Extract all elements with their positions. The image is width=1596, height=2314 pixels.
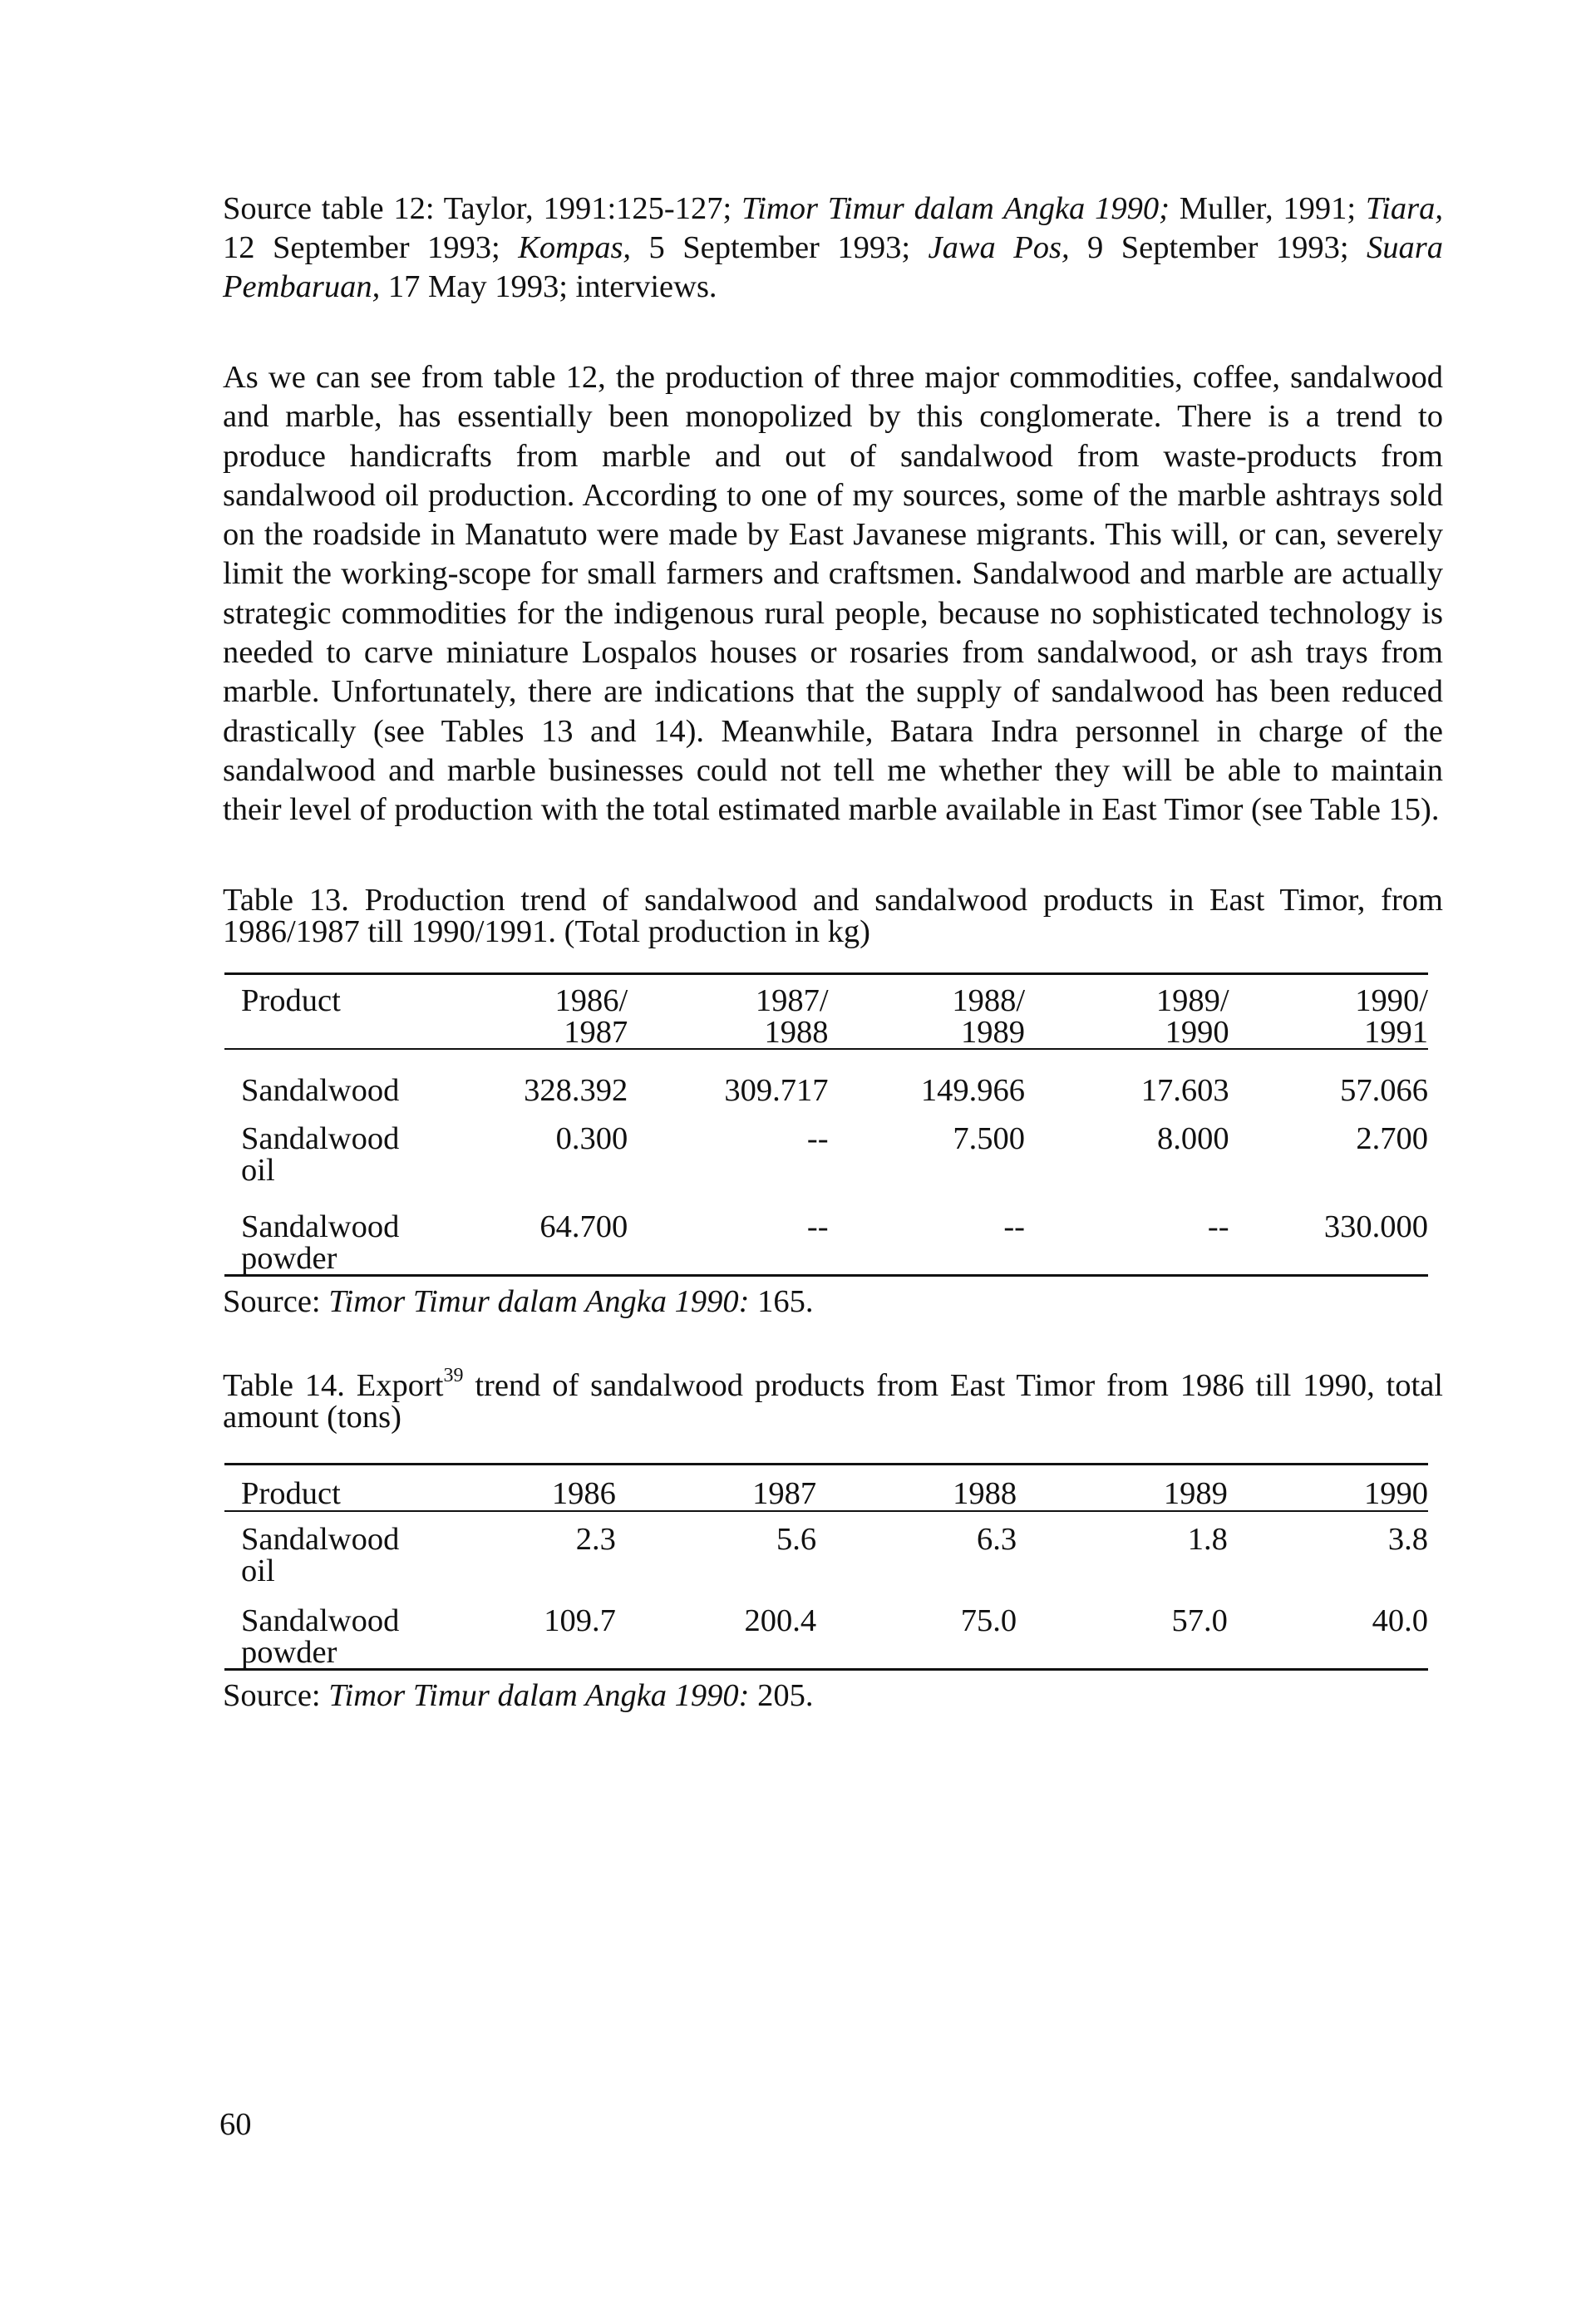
header-cell: 1988/ 1989 — [952, 982, 1026, 1050]
table-row — [224, 1106, 1428, 1186]
table-header-row — [224, 1464, 1428, 1511]
table-cell: 57.066 — [1340, 1072, 1428, 1108]
page-number: 60 — [219, 2107, 252, 2142]
table-cell: 2.700 — [1356, 1120, 1428, 1156]
table-cell: 309.717 — [724, 1072, 829, 1108]
table-row — [224, 1511, 1428, 1587]
table-cell: 8.000 — [1156, 1120, 1229, 1156]
row-label: Sandalwood oil — [241, 1521, 400, 1588]
row-label: Sandalwood oil — [241, 1120, 400, 1188]
source-title: Timor Timur dalam Angka 1990; — [741, 191, 1170, 226]
table-cell: 40.0 — [1372, 1603, 1428, 1638]
table-13-source: Source: Timor Timur dalam Angka 1990: 165. — [223, 1283, 814, 1319]
table-cell: 5.6 — [776, 1521, 817, 1557]
table-cell: 1.8 — [1187, 1521, 1228, 1557]
table-cell: 3.8 — [1387, 1521, 1428, 1557]
table-cell: 109.7 — [544, 1603, 616, 1638]
table-cell: 17.603 — [1140, 1072, 1229, 1108]
header-cell: 1990/ 1991 — [1355, 982, 1428, 1050]
header-cell: 1987 — [752, 1475, 817, 1511]
table-cell: 328.392 — [524, 1072, 628, 1108]
row-label: Sandalwood — [241, 1072, 400, 1108]
table-14-source: Source: Timor Timur dalam Angka 1990: 205. — [223, 1677, 814, 1713]
table-cell: 0.300 — [555, 1120, 628, 1156]
table-row — [224, 1587, 1428, 1670]
header-cell: 1986 — [551, 1475, 616, 1511]
table-cell: 200.4 — [744, 1603, 817, 1638]
table-cell: 75.0 — [960, 1603, 1017, 1638]
table-cell: 2.3 — [575, 1521, 616, 1557]
source-text: 17 May 1993; interviews. — [380, 269, 717, 304]
source-text: Muller, 1991; — [1169, 191, 1366, 226]
header-cell: 1986/ 1987 — [554, 982, 628, 1050]
source-text: 12 September 1993; — [223, 230, 519, 265]
body-paragraph: As we can see from table 12, the production of three major commodities, coffee, sandalwood and marble, has essentially been monopolized by this conglomerate. There is a trend to produce handicrafts from marble and out of sandalwood from waste-products from sandalwood oil production. According to one of my sources, some of the marble ashtrays sold on the roadside in Manatuto were made by East Javanese migrants. This will, or can, severely limit the working-scope for small farmers and craftsmen. Sandalwood and marble are actually strategic commodities for the indigenous rural people, because no sophisticated technology is needed to carve miniature Lospalos houses or rosaries from sandalwood, or ash trays from marble. Unfortunately, there are indications that the supply of sandalwood has been reduced drastically (see Tables 13 and 14). Meanwhile, Batara Indra personnel in charge of the sandalwood and marble businesses could not tell me whether they will be able to maintain their level of production with the total estimated marble available in East Timor (see Table 15). — [223, 360, 1443, 828]
header-cell: 1988 — [953, 1475, 1017, 1511]
row-label: Sandalwood powder — [241, 1603, 400, 1670]
table-cell: -- — [806, 1120, 829, 1156]
source-title: Kompas, — [518, 230, 632, 265]
header-cell: Product — [241, 982, 341, 1018]
source-title: Suara Pembaruan, — [223, 230, 1443, 304]
header-cell: 1989/ 1990 — [1155, 982, 1229, 1050]
source-text: Source table 12: Taylor, 1991:125-127; — [223, 191, 741, 226]
source-text: 5 September 1993; — [631, 230, 929, 265]
table-14-caption: Table 14. Export$^{39}$ trend of sandalwood products from East Timor from 1986 till 1990, total amount (tons) — [223, 1364, 1443, 1435]
source-text: 9 September 1993; — [1069, 230, 1367, 265]
source-note-table-12 — [223, 190, 1443, 307]
table-cell: -- — [1003, 1209, 1026, 1244]
table-cell: 64.700 — [539, 1209, 628, 1244]
table-14 — [224, 1463, 1428, 1671]
table-cell: -- — [806, 1209, 829, 1244]
table-row — [224, 1186, 1428, 1276]
table-13-caption: Table 13. Production trend of sandalwood and sandalwood products in East Timor, from 1986/1987 till 1990/1991. (Total production in kg) — [223, 882, 1443, 949]
table-cell: 6.3 — [977, 1521, 1017, 1557]
header-cell: Product — [241, 1475, 341, 1511]
table-cell: 7.500 — [953, 1120, 1026, 1156]
source-title: Tiara, — [1365, 191, 1443, 226]
table-header-row — [224, 973, 1428, 1049]
header-cell: 1990 — [1364, 1475, 1428, 1511]
row-label: Sandalwood powder — [241, 1209, 400, 1276]
footnote-marker: 39 — [443, 1364, 464, 1386]
header-cell: 1987/ 1988 — [755, 982, 829, 1050]
table-cell: 330.000 — [1323, 1209, 1428, 1244]
header-cell: 1989 — [1163, 1475, 1228, 1511]
table-cell: 149.966 — [920, 1072, 1026, 1108]
table-row — [224, 1049, 1428, 1106]
page-content — [223, 190, 1443, 1712]
table-13 — [224, 972, 1428, 1277]
table-cell: -- — [1207, 1209, 1229, 1244]
source-title: Jawa Pos, — [928, 230, 1070, 265]
table-cell: 57.0 — [1171, 1603, 1228, 1638]
